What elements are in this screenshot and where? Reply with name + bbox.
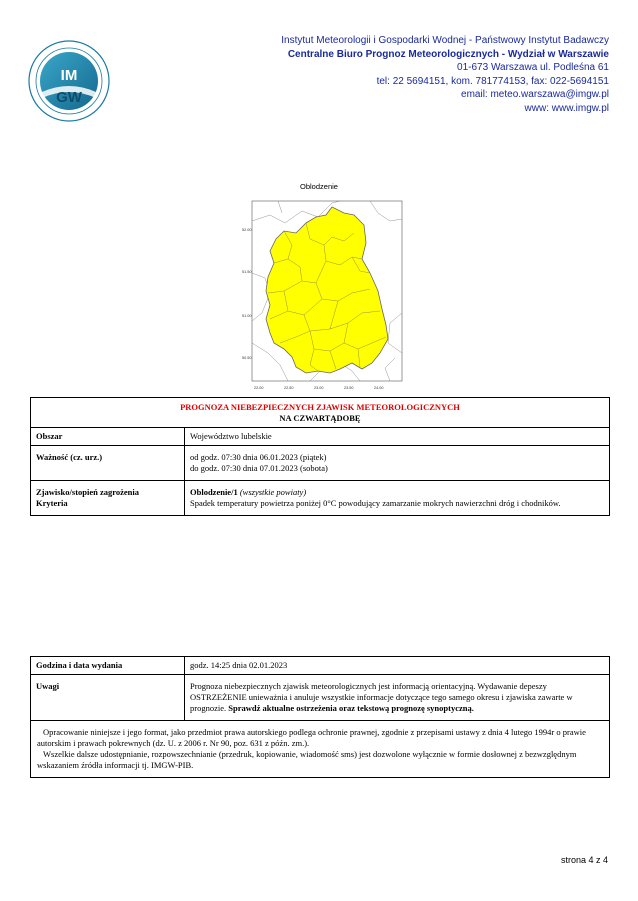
issue-table: [30, 656, 610, 778]
header-line-institute: Instytut Meteorologii i Gospodarki Wodnej - Państwowy Instytut Badawczy: [281, 35, 609, 46]
imgw-logo: [28, 40, 110, 122]
institute-header: [281, 34, 609, 116]
phenomenon-value: [185, 481, 610, 516]
lon-label: 23.50: [344, 386, 354, 390]
phenomenon-scope: (wszystkie powiaty): [239, 487, 307, 497]
phenomenon-criteria: Spadek temperatury powietrza poniżej 0°C powodujący zamarzanie mokrych nawierzchni dróg i chodników.: [190, 498, 561, 508]
copyright-text-2: Wszelkie dalsze udostępnianie, rozpowszechnianie (przedruk, kopiowanie, wiadomość sms) jest dozwolone wyłącznie w formie dosłownej z bezwzględnym wskazaniem źródła informacji tj. IMGW-PIB.: [37, 749, 577, 770]
remarks-label: Uwagi: [31, 675, 185, 721]
phenomenon-label-line1: Zjawisko/stopień zagrożenia: [36, 487, 140, 497]
issue-time-value: godz. 14:25 dnia 02.01.2023: [185, 657, 610, 675]
copyright-notice: [31, 721, 610, 778]
map-title: Oblodzenie: [300, 182, 338, 191]
remarks-text: Prognoza niebezpiecznych zjawisk meteorologicznych jest informacją orientacyjną. Wydawanie depeszy OSTRZEŻENIE unieważnia i anuluje wszystkie informacje dotyczące tego samego okresu i zjawiska zawarte w prognozie.: [190, 681, 573, 713]
warning-title: [31, 398, 610, 428]
lon-label: 23.00: [314, 386, 324, 390]
header-line-email: email: meteo.warszawa@imgw.pl: [461, 89, 609, 101]
lat-label: 50.50: [242, 356, 252, 360]
header-line-phone: tel: 22 5694151, kom. 781774153, fax: 022-5694151: [376, 75, 609, 87]
header-line-bureau: Centralne Biuro Prognoz Meteorologicznych - Wydział w Warszawie: [287, 48, 609, 60]
lat-label: 51.00: [242, 314, 252, 318]
remarks-bold: Sprawdź aktualne ostrzeżenia oraz tekstową prognozę synoptyczną.: [228, 703, 474, 713]
lat-label: 51.50: [242, 270, 252, 274]
lon-label: 22.00: [254, 386, 264, 390]
validity-to: do godz. 07:30 dnia 07.01.2023 (sobota): [190, 463, 328, 473]
warning-title-line1: PROGNOZA NIEBEZPIECZNYCH ZJAWISK METEOROLOGICZNYCH: [180, 402, 460, 412]
warning-title-line2: NA CZWARTĄDOBĘ: [279, 413, 361, 423]
area-label: Obszar: [31, 428, 185, 446]
svg-text:GW: GW: [56, 89, 82, 106]
issue-time-label: Godzina i data wydania: [31, 657, 185, 675]
validity-label: Ważność (cz. urz.): [31, 446, 185, 481]
area-value: Województwo lubelskie: [185, 428, 610, 446]
warning-map: [240, 193, 410, 395]
lon-label: 24.00: [374, 386, 384, 390]
remarks-value: [185, 675, 610, 721]
phenomenon-name: Oblodzenie/1: [190, 487, 238, 497]
svg-text:IM: IM: [60, 67, 78, 84]
phenomenon-label: [31, 481, 185, 516]
header-line-address: 01-673 Warszawa ul. Podleśna 61: [457, 62, 609, 74]
lon-label: 22.50: [284, 386, 294, 390]
page-number: strona 4 z 4: [560, 855, 608, 865]
validity-from: od godz. 07:30 dnia 06.01.2023 (piątek): [190, 452, 327, 462]
phenomenon-label-line2: Kryteria: [36, 498, 68, 508]
header-line-www: www: www.imgw.pl: [524, 102, 609, 114]
lat-label: 52.00: [242, 228, 252, 232]
copyright-text-1: Opracowanie niniejsze i jego format, jako przedmiot prawa autorskiego podlega ochronie prawnej, zgodnie z przepisami ustawy z dnia 4 lutego 1994r o prawie autorskim i prawach pokrewnych (dz. U. z 2006 r. Nr 90, poz. 631 z późn. zm.).: [37, 727, 586, 748]
validity-value: [185, 446, 610, 481]
warning-table: [30, 397, 610, 516]
